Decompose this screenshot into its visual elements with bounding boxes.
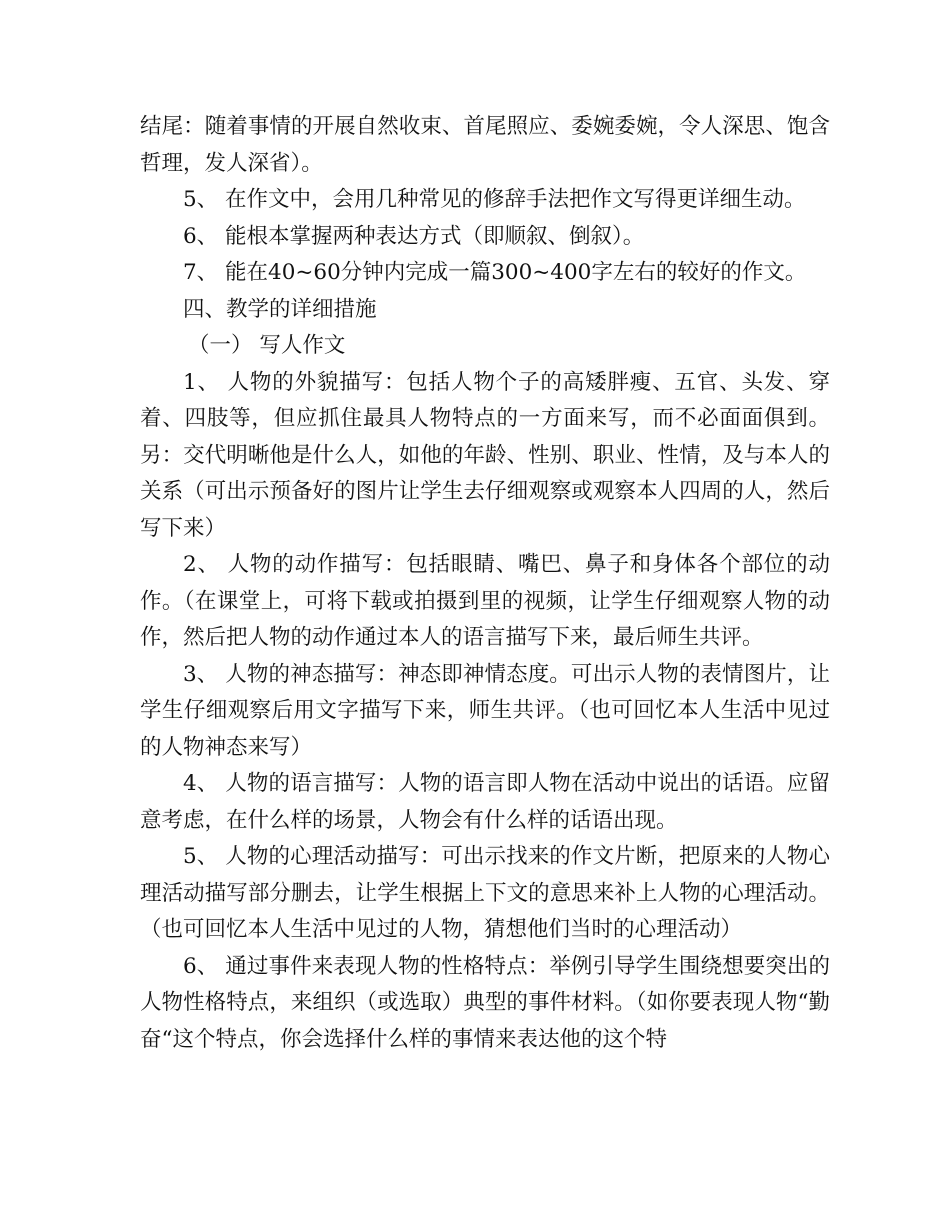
paragraph-ending-description: 结尾：随着事情的开展自然收束、首尾照应、委婉委婉，令人深思、饱含哲理，发人深省）。: [140, 114, 830, 176]
paragraph-goal-5: 5、 在作文中，会用几种常见的修辞手法把作文写得更详细生动。: [183, 187, 806, 212]
subsection-heading-writing-people: （一） 写人作文: [188, 333, 346, 358]
section-heading-teaching-measures: 四、教学的详细措施: [183, 296, 377, 322]
paragraph-action-description: 2、 人物的动作描写：包括眼睛、嘴巴、鼻子和身体各个部位的动作。（在课堂上，可将下载或拍摄到里的视频，让学生仔细观察人物的动作，然后把人物的动作通过本人的语言描写下来，最后师生共评。: [140, 552, 830, 650]
paragraph-speech-description: 4、 人物的语言描写：人物的语言即人物在活动中说出的话语。应留意考虑，在什么样的场景，人物会有什么样的话语出现。: [140, 771, 830, 833]
paragraph-psychology-description: 5、 人物的心理活动描写：可出示找来的作文片断，把原来的人物心理活动描写部分删去，让学生根据上下文的意思来补上人物的心理活动。（也可回忆本人生活中见过的人物，猜想他们当时的心理活动）: [140, 844, 830, 942]
paragraph-goal-7: 7、 能在40~60分钟内完成一篇300~400字左右的较好的作文。: [183, 260, 807, 285]
paragraph-goal-6: 6、 能根本掌握两种表达方式（即顺叙、倒叙）。: [183, 223, 645, 249]
document-body: [140, 109, 830, 1058]
paragraph-character-through-events: 6、 通过事件来表现人物的性格特点：举例引导学生围绕想要突出的人物性格特点，来组织（或选取）典型的事件材料。（如你要表现人物“勤奋“这个特点，你会选择什么样的事情来表达他的这个特: [140, 953, 830, 1052]
paragraph-appearance-description: 1、 人物的外貌描写：包括人物个子的高矮胖瘦、五官、头发、穿着、四肢等，但应抓住最具人物特点的一方面来写，而不必面面俱到。另：交代明晰他是什么人，如他的年龄、性别、职业、性情，及与本人的关系（可出示预备好的图片让学生去仔细观察或观察本人四周的人，然后写下来）: [140, 369, 830, 541]
paragraph-expression-description: 3、 人物的神态描写：神态即神情态度。可出示人物的表情图片，让学生仔细观察后用文字描写下来，师生共评。（也可回忆本人生活中见过的人物神态来写）: [140, 661, 830, 760]
